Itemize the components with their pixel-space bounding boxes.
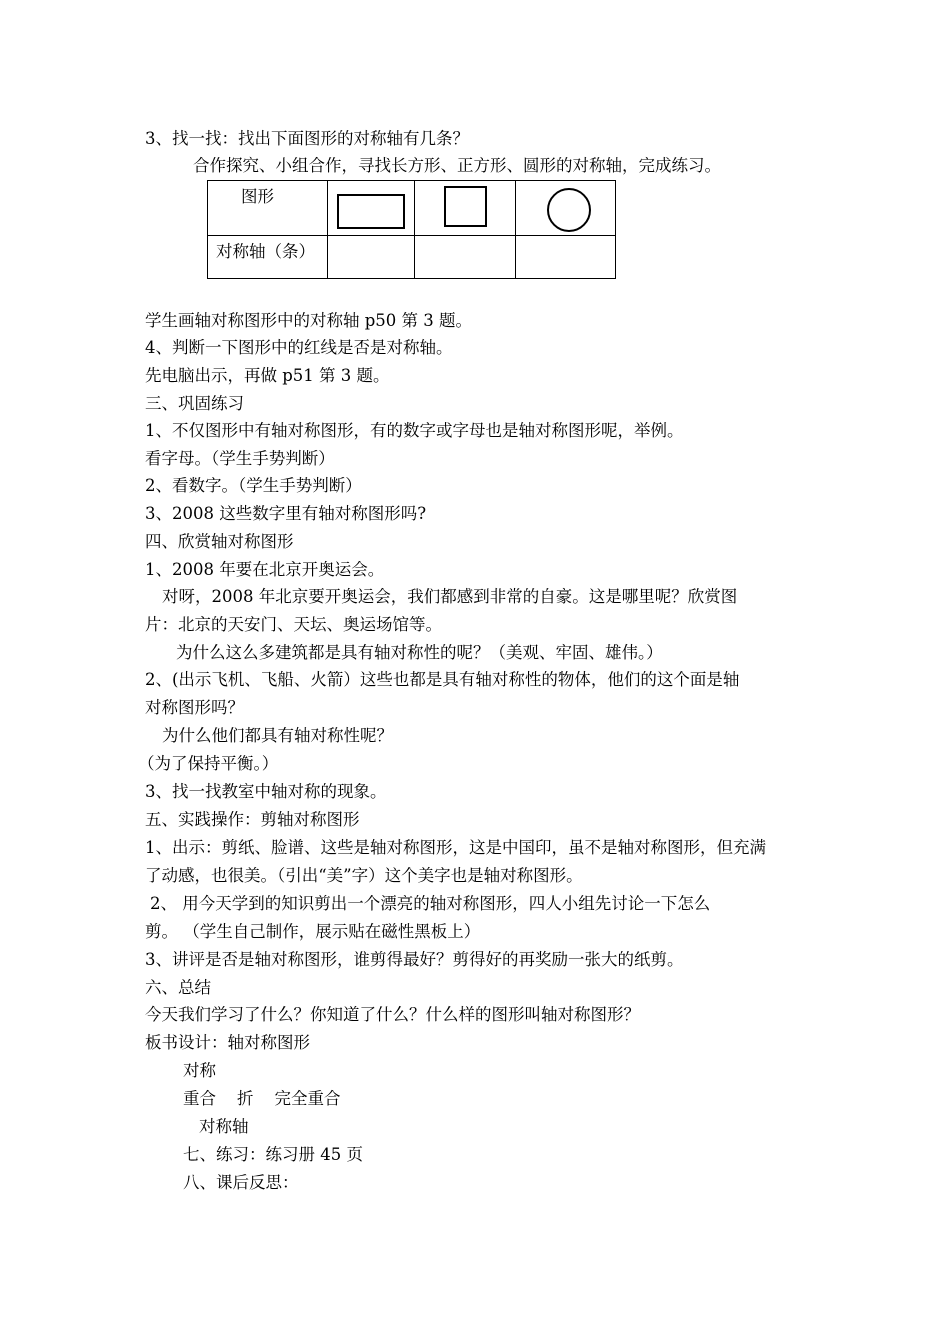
section-heading: 三、巩固练习 [145, 394, 244, 413]
section-heading: 五、实践操作：剪轴对称图形 [145, 810, 360, 829]
paragraph: 对称图形吗？ [145, 698, 244, 717]
paragraph: 3、讲评是否是轴对称图形，谁剪得最好？剪得好的再奖励一张大的纸剪。 [145, 950, 684, 969]
paragraph: 2、(出示飞机、飞船、火箭）这些也都是具有轴对称性的物体，他们的这个面是轴 [145, 670, 740, 689]
paragraph: 3、2008 这些数字里有轴对称图形吗? [145, 504, 427, 523]
paragraph: 剪。 （学生自己制作，展示贴在磁性黑板上） [145, 922, 481, 941]
paragraph: 1、不仅图形中有轴对称图形，有的数字或字母也是轴对称图形呢，举例。 [145, 421, 684, 440]
section-heading: 四、欣赏轴对称图形 [145, 532, 294, 551]
paragraph: 3、找一找教室中轴对称的现象。 [145, 782, 387, 801]
square-shape-icon [444, 186, 487, 227]
section-heading: 七、练习：练习册 45 页 [183, 1145, 363, 1164]
rectangle-shape-icon [337, 194, 405, 229]
board-design-title: 板书设计：轴对称图形 [145, 1033, 310, 1052]
table-row-label-shape: 图形 [208, 181, 328, 236]
paragraph: 为什么他们都具有轴对称性呢？ [162, 726, 393, 745]
paragraph: 先电脑出示，再做 p51 第 3 题。 [145, 366, 390, 385]
paragraph: 片：北京的天安门、天坛、奥运场馆等。 [145, 615, 442, 634]
table-cell-answer [415, 236, 516, 279]
board-design-line: 对称 [183, 1061, 216, 1080]
section-heading: 八、课后反思： [183, 1173, 299, 1192]
table-cell-answer [516, 236, 616, 279]
paragraph: 为什么这么多建筑都是具有轴对称性的呢？（美观、牢固、雄伟。） [176, 643, 663, 662]
table-cell-square [415, 181, 516, 236]
circle-shape-icon [547, 188, 591, 232]
table-row-label-axis-count: 对称轴（条） [208, 236, 328, 279]
paragraph: （为了保持平衡。） [138, 754, 279, 773]
board-design-line: 重合 折 完全重合 [183, 1089, 341, 1108]
paragraph: 4、判断一下图形中的红线是否是对称轴。 [145, 338, 453, 357]
section-heading: 六、总结 [145, 978, 211, 997]
table-cell-circle [516, 181, 616, 236]
table-cell-rectangle [328, 181, 415, 236]
board-design-line: 对称轴 [199, 1117, 249, 1136]
paragraph: 1、2008 年要在北京开奥运会。 [145, 560, 385, 579]
paragraph: 对呀，2008 年北京要开奥运会，我们都感到非常的自豪。这是哪里呢？欣赏图 [162, 587, 738, 606]
section-heading-find: 3、找一找：找出下面图形的对称轴有几条？ [145, 129, 469, 148]
paragraph: 今天我们学习了什么？你知道了什么？什么样的图形叫轴对称图形？ [145, 1005, 640, 1024]
paragraph: 1、出示：剪纸、脸谱、这些是轴对称图形，这是中国印，虽不是轴对称图形，但充满 [145, 838, 766, 857]
paragraph: 2、 用今天学到的知识剪出一个漂亮的轴对称图形，四人小组先讨论一下怎么 [150, 894, 711, 913]
paragraph: 了动感，也很美。（引出“美”字）这个美字也是轴对称图形。 [145, 866, 583, 885]
paragraph: 看字母。（学生手势判断） [145, 449, 335, 468]
paragraph: 学生画轴对称图形中的对称轴 p50 第 3 题。 [145, 311, 473, 330]
table-cell-answer [328, 236, 415, 279]
paragraph: 2、看数字。（学生手势判断） [145, 476, 362, 495]
symmetry-axis-table [207, 180, 616, 279]
paragraph: 合作探究、小组合作，寻找长方形、正方形、圆形的对称轴，完成练习。 [193, 156, 721, 175]
